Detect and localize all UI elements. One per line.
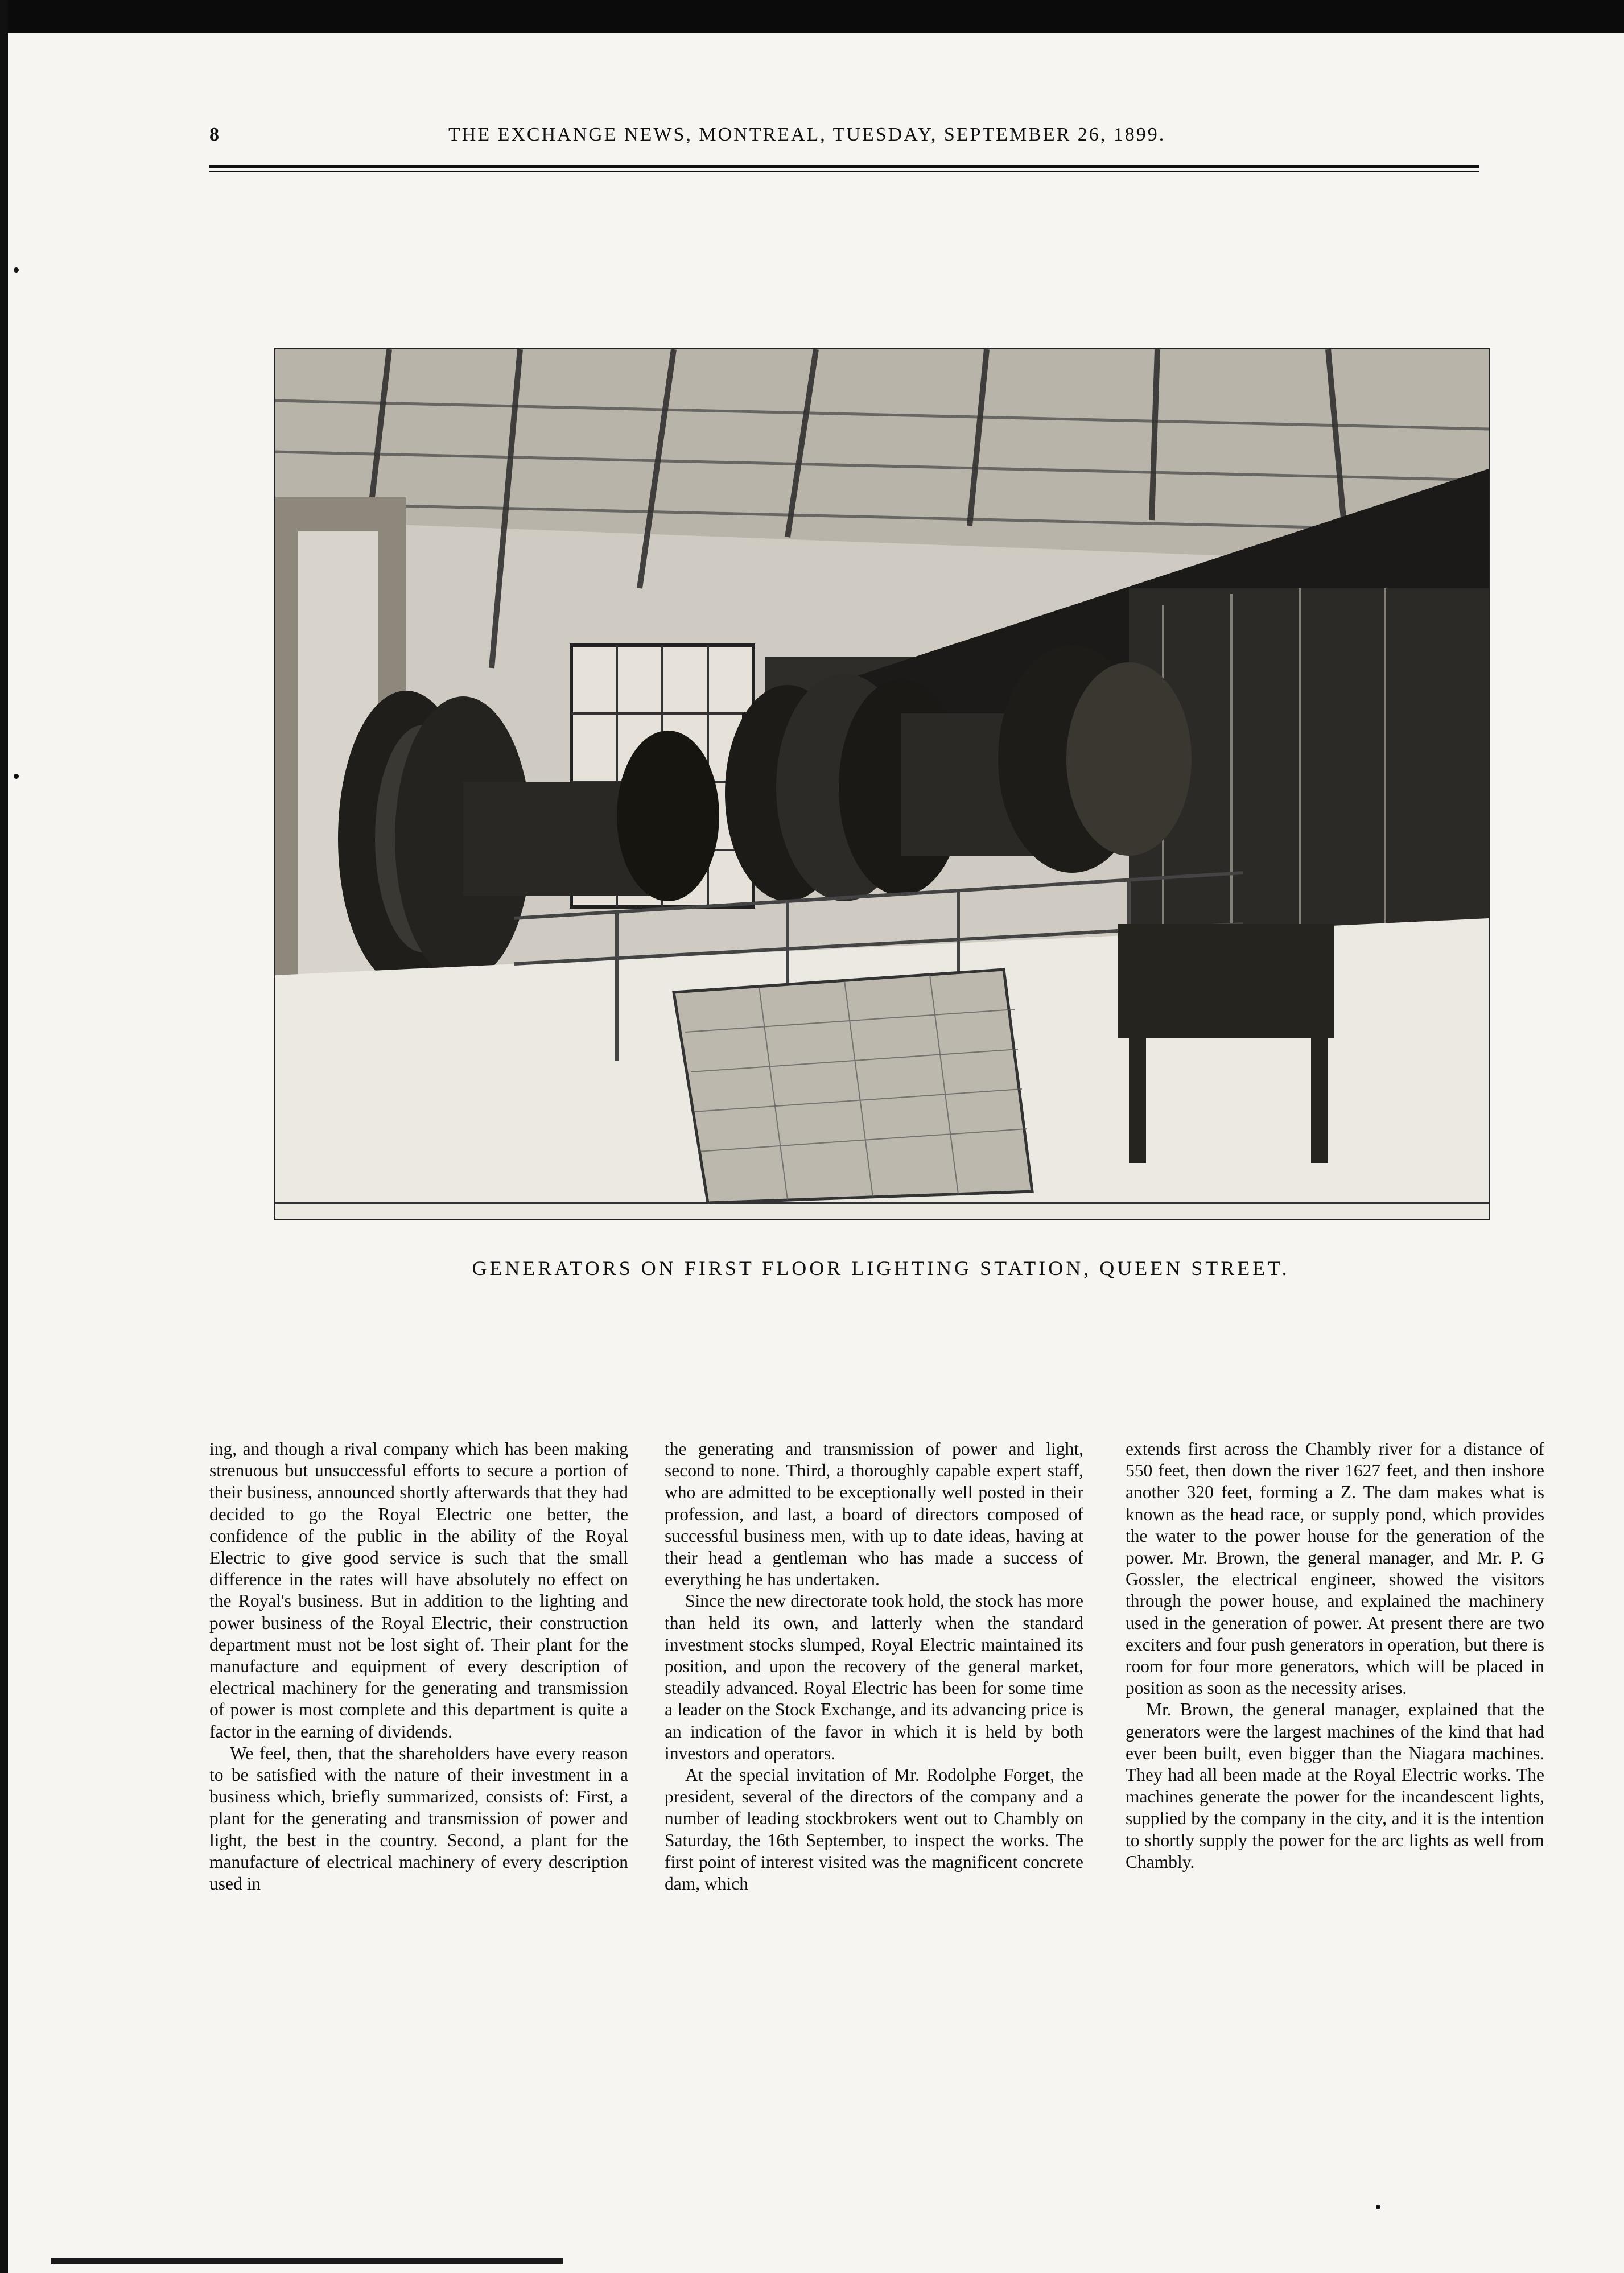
article-column-2 bbox=[665, 1438, 1083, 2081]
article-paragraph: Mr. Brown, the general manager, explained that the generators were the largest machines of the kind that had ever been built, even bigger than the Niagara machines. They had all been made at the Royal Electric works. The machines generate the power for the incandescent lights, supplied by the company in the city, and it is the intention to shortly supply the power for the arc lights as well from Chambly. bbox=[1126, 1699, 1544, 1872]
article-paragraph: ing, and though a rival company which has been making strenuous but unsuccessful efforts to secure a portion of their business, announced shortly afterwards that they had decided to go the Royal Electric one better, the confidence of the public in the ability of the Royal Electric to give good service is such that the small difference in the rates will have absolutely no effect on the Royal's business. But in addition to the lighting and power business of the Royal Electric, their construction department must not be lost sight of. Their plant for the manufacture and equipment of every description of electrical machinery for the generating and transmission of power is most complete and this department is quite a factor in the earning of dividends. bbox=[209, 1439, 628, 1742]
article-paragraph: Since the new directorate took hold, the stock has more than held its own, and latterly when the standard investment stocks slumped, Royal Electric maintained its position, and upon the recovery of the general market, steadily advanced. Royal Electric has been for some time a leader on the Stock Exchange, and its advancing price is an indication of the favor in which it is held by both investors and operators. bbox=[665, 1591, 1083, 1763]
scan-speck bbox=[14, 267, 19, 273]
article-paragraph: the generating and transmission of power and light, second to none. Third, a thoroughly capable expert staff, who are admitted to be exceptionally well posted in their profession, and last, a board of directors composed of successful business men, with up to date ideas, having at their head a gentleman who has made a success of everything he has undertaken. bbox=[665, 1439, 1083, 1590]
scan-speck bbox=[1376, 2205, 1380, 2209]
page-header bbox=[209, 124, 1261, 158]
scan-bottom-edge bbox=[51, 2258, 563, 2264]
generator-room-photograph bbox=[274, 348, 1490, 1220]
article-paragraph: We feel, then, that the shareholders have every reason to be satisfied with the nature of their investment in a business which, briefly summarized, consists of: First, a plant for the generating and transmission of power and light, the best in the country. Second, a plant for the manufacture of electrical machinery of every description used in bbox=[209, 1743, 628, 1894]
header-rule bbox=[209, 165, 1479, 168]
scan-left-edge bbox=[0, 0, 8, 2273]
scan-speck bbox=[14, 774, 19, 779]
masthead: THE EXCHANGE NEWS, MONTREAL, TUESDAY, SEPTEMBER 26, 1899. bbox=[448, 124, 1166, 145]
article-paragraph: extends first across the Chambly river for a distance of 550 feet, then down the river 1627 feet, and then inshore another 320 feet, forming a Z. The dam makes what is known as the head race, or supply pond, which provides the water to the power house for the generation of the power. Mr. Brown, the general manager, and Mr. P. G Gossler, the electrical engineer, showed the visitors through the power house, and explained the machinery used in the generation of power. At present there are two exciters and four push generators in operation, but there is room for four more generators, which will be placed in position as soon as the necessity arises. bbox=[1126, 1439, 1544, 1698]
header-rule bbox=[209, 171, 1479, 172]
article-column-1 bbox=[209, 1438, 628, 2081]
photo-illustration bbox=[275, 349, 1489, 1219]
photo-caption: GENERATORS ON FIRST FLOOR LIGHTING STATION, QUEEN STREET. bbox=[472, 1257, 1290, 1280]
page-number: 8 bbox=[209, 124, 220, 145]
article-paragraph: At the special invitation of Mr. Rodolphe Forget, the president, several of the directors of the company and a number of leading stockbrokers went out to Chambly on Saturday, the 16th September, to inspect the works. The first point of interest visited was the magnificent concrete dam, which bbox=[665, 1765, 1083, 1894]
article-column-3 bbox=[1126, 1438, 1544, 2081]
scan-top-edge bbox=[0, 0, 1624, 33]
